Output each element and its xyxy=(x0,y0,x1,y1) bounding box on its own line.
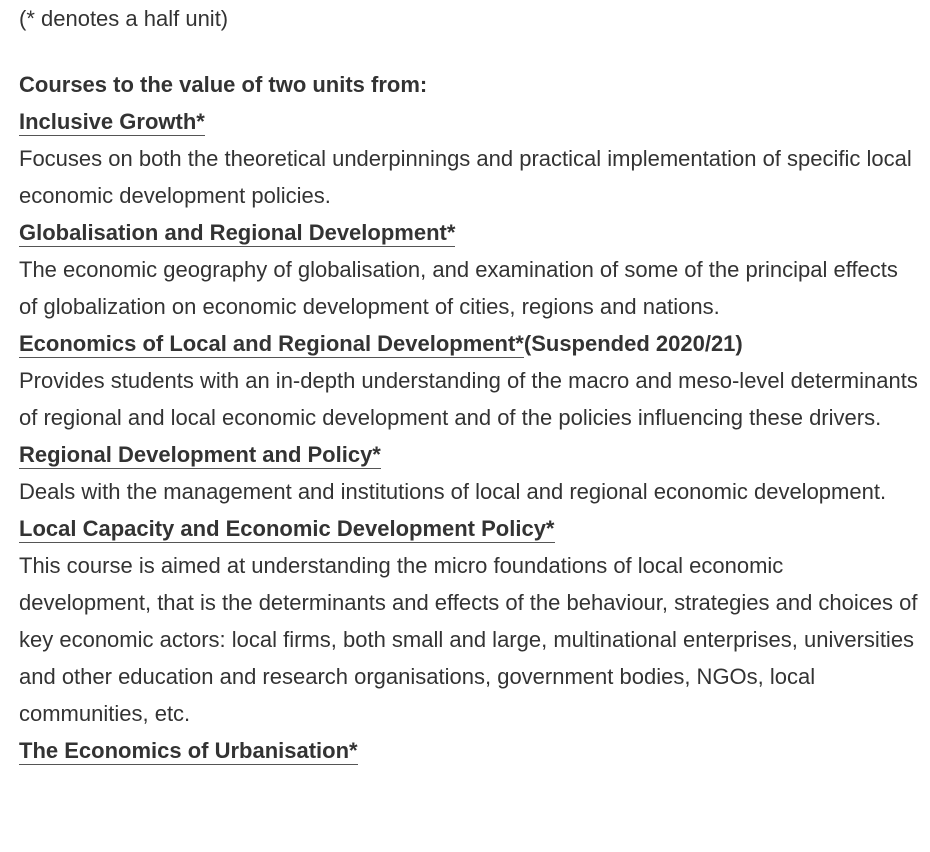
course-title-line xyxy=(19,510,919,547)
course-title-line xyxy=(19,732,919,769)
course-description: Provides students with an in-depth understanding of the macro and meso-level determinants of regional and local economic development and of the policies influencing these drivers. xyxy=(19,368,918,430)
section-heading: Courses to the value of two units from: xyxy=(19,72,428,97)
half-unit-note: (* denotes a half unit) xyxy=(19,6,229,31)
course-link-economics-of-urbanisation[interactable]: The Economics of Urbanisation* xyxy=(19,738,358,763)
course-item xyxy=(19,214,919,325)
course-description: This course is aimed at understanding the micro foundations of local economic development, that is the determinants and effects of the behaviour, strategies and choices of key economic actors: local firms, both small and large, multinational enterprises, universities and other education and research organisations, government bodies, NGOs, local communities, etc. xyxy=(19,553,918,726)
course-title-line xyxy=(19,436,919,473)
course-item xyxy=(19,436,919,510)
course-description: The economic geography of globalisation, and examination of some of the principal effects of globalization on economic development of cities, regions and nations. xyxy=(19,257,898,319)
course-link-globalisation-regional-development[interactable]: Globalisation and Regional Development* xyxy=(19,220,456,245)
course-item xyxy=(19,732,919,769)
course-item xyxy=(19,325,919,436)
course-link-inclusive-growth[interactable]: Inclusive Growth* xyxy=(19,109,205,134)
course-title-line xyxy=(19,103,919,140)
course-link-local-capacity-economic-development-policy[interactable]: Local Capacity and Economic Development Policy* xyxy=(19,516,555,541)
course-item xyxy=(19,510,919,732)
course-link-regional-development-policy[interactable]: Regional Development and Policy* xyxy=(19,442,381,467)
course-item xyxy=(19,103,919,214)
course-title-line xyxy=(19,214,919,251)
course-description: Focuses on both the theoretical underpinnings and practical implementation of specific local economic development policies. xyxy=(19,146,912,208)
course-description: Deals with the management and institutions of local and regional economic development. xyxy=(19,479,887,504)
course-title-line xyxy=(19,325,919,362)
course-link-economics-local-regional-development[interactable]: Economics of Local and Regional Development* xyxy=(19,331,524,356)
course-list-content xyxy=(19,0,919,769)
suspended-note: (Suspended 2020/21) xyxy=(523,331,743,356)
